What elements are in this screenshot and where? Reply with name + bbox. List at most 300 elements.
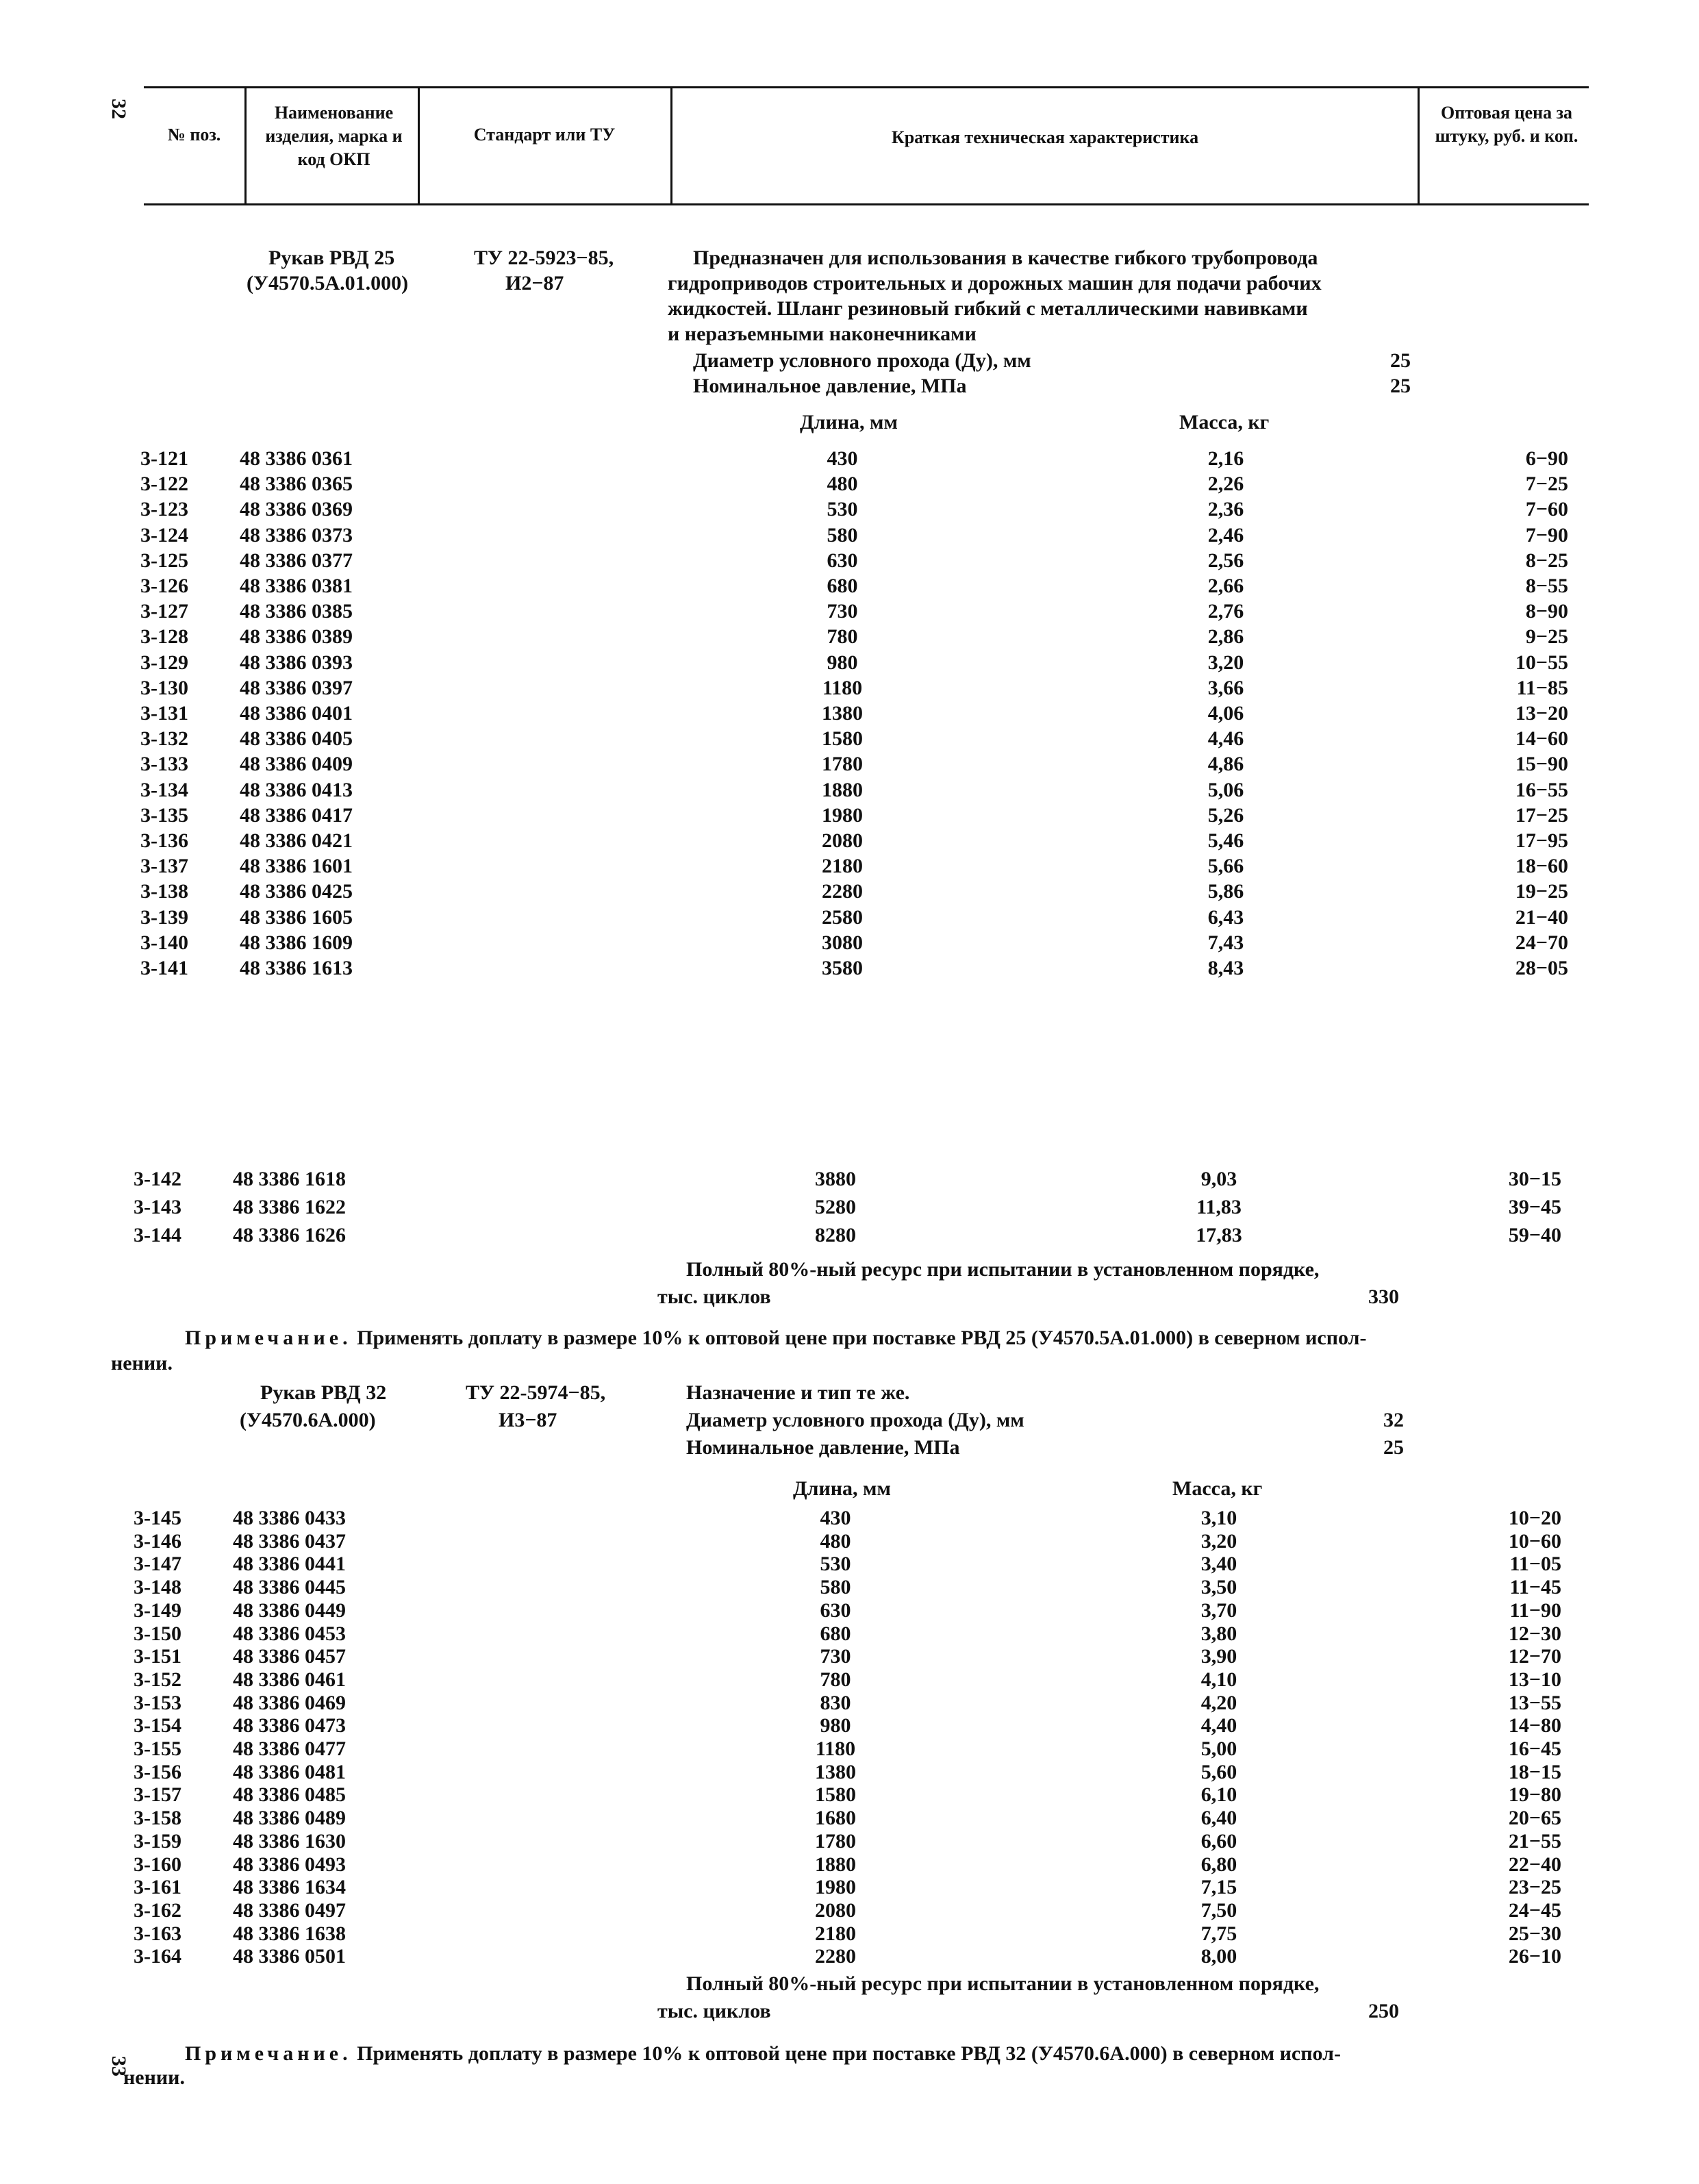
price-cell: 10−55 <box>1515 651 1568 674</box>
okp-code-cell: 48 3386 0401 <box>240 702 353 725</box>
table-row <box>0 1692 1699 1714</box>
okp-code-cell: 48 3386 0397 <box>240 676 353 699</box>
table-row <box>0 1737 1699 1760</box>
okp-code-cell: 48 3386 0469 <box>233 1691 346 1714</box>
mass-cell: 5,60 <box>1200 1760 1237 1783</box>
position-cell: 3-124 <box>140 523 188 547</box>
length-cell: 1580 <box>815 1783 856 1807</box>
price-cell: 13−10 <box>1508 1668 1561 1691</box>
table-row <box>0 854 1699 879</box>
table-row <box>0 905 1699 930</box>
mass-cell: 6,80 <box>1200 1853 1237 1876</box>
mass-cell: 2,56 <box>1207 549 1244 572</box>
position-cell: 3-162 <box>134 1898 181 1922</box>
okp-code-cell: 48 3386 0385 <box>240 600 353 623</box>
position-cell: 3-123 <box>140 498 188 521</box>
table-row <box>0 727 1699 751</box>
position-cell: 3-163 <box>134 1922 181 1945</box>
price-cell: 18−15 <box>1508 1760 1561 1783</box>
section2-param2-value: 25 <box>1383 1436 1404 1459</box>
mass-cell: 5,00 <box>1200 1737 1237 1760</box>
description-line: жидкостей. Шланг резиновый гибкий с металлическими навивками <box>668 297 1308 320</box>
length-cell: 530 <box>820 1553 851 1576</box>
mass-cell: 3,20 <box>1200 1529 1237 1553</box>
length-cell: 980 <box>820 1714 851 1737</box>
section1-product-name: Рукав РВД 25 <box>268 247 395 269</box>
section2-product-code: (У4570.6А.000) <box>240 1409 376 1431</box>
section1-product-code: (У4570.5А.01.000) <box>247 272 409 294</box>
header-col-pos: № поз. <box>167 125 221 145</box>
mass-cell: 6,60 <box>1200 1829 1237 1853</box>
note-text: Применять доплату в размере 10% к оптовой цене при поставке РВД 32 (У4570.6А.000) в северном испол- <box>351 2042 1341 2065</box>
table-row <box>0 1622 1699 1645</box>
okp-code-cell: 48 3386 1626 <box>233 1224 346 1246</box>
header-top-rule <box>144 86 1589 88</box>
section1-resource-line2: тыс. циклов <box>657 1285 771 1308</box>
table-row <box>0 752 1699 777</box>
description-line: и неразъемными наконечниками <box>668 323 977 345</box>
section2-param1-label: Диаметр условного прохода (Ду), мм <box>686 1409 1024 1431</box>
table-row <box>0 676 1699 701</box>
price-cell: 59−40 <box>1508 1224 1561 1246</box>
price-cell: 12−70 <box>1508 1645 1561 1668</box>
table-row <box>0 1530 1699 1553</box>
table-row <box>0 803 1699 828</box>
price-cell: 17−95 <box>1515 829 1568 852</box>
position-cell: 3-126 <box>140 575 188 597</box>
position-cell: 3-159 <box>134 1829 181 1853</box>
position-cell: 3-145 <box>134 1507 181 1529</box>
okp-code-cell: 48 3386 1630 <box>233 1829 346 1853</box>
length-cell: 980 <box>827 651 858 674</box>
mass-cell: 8,43 <box>1207 957 1244 979</box>
price-cell: 10−20 <box>1508 1507 1561 1529</box>
note-label: Примечание. <box>185 2042 352 2065</box>
table-row <box>0 1553 1699 1575</box>
length-cell: 8280 <box>815 1224 856 1246</box>
section2-resource-line2: тыс. циклов <box>657 2000 771 2022</box>
okp-code-cell: 48 3386 1622 <box>233 1196 346 1218</box>
mass-cell: 6,43 <box>1207 905 1244 929</box>
length-cell: 2180 <box>815 1922 856 1945</box>
position-cell: 3-140 <box>140 931 188 954</box>
price-cell: 24−70 <box>1515 931 1568 954</box>
section2-resource-line1: Полный 80%-ный ресурс при испытании в установленном порядке, <box>686 1972 1320 1995</box>
mass-cell: 2,16 <box>1207 447 1244 470</box>
position-cell: 3-147 <box>134 1553 181 1576</box>
length-cell: 430 <box>827 447 858 470</box>
price-cell: 26−10 <box>1508 1945 1561 1968</box>
header-divider-2 <box>418 86 420 205</box>
table-row <box>0 1830 1699 1853</box>
price-cell: 8−25 <box>1525 549 1568 572</box>
price-cell: 20−65 <box>1508 1807 1561 1830</box>
length-cell: 780 <box>827 625 858 649</box>
mass-cell: 4,06 <box>1207 702 1244 725</box>
okp-code-cell: 48 3386 0473 <box>233 1714 346 1737</box>
position-cell: 3-132 <box>140 727 188 751</box>
section2-standard-1: ТУ 22-5974−85, <box>466 1381 606 1404</box>
header-col-price: Оптовая цена за штуку, руб. и коп. <box>1435 103 1578 146</box>
length-cell: 1180 <box>822 676 863 699</box>
price-cell: 39−45 <box>1508 1196 1561 1218</box>
mass-cell: 6,40 <box>1200 1807 1237 1830</box>
section1-note-cont: нении. <box>111 1352 173 1375</box>
header-divider-1 <box>244 86 247 205</box>
length-cell: 1380 <box>815 1760 856 1783</box>
okp-code-cell: 48 3386 0409 <box>240 753 353 776</box>
mass-cell: 2,46 <box>1207 523 1244 547</box>
table-row <box>0 1899 1699 1922</box>
okp-code-cell: 48 3386 0501 <box>233 1945 346 1968</box>
mass-cell: 11,83 <box>1196 1196 1242 1218</box>
position-cell: 3-156 <box>134 1760 181 1783</box>
description-line: Предназначен для использования в качестве гибкого трубопровода <box>693 247 1318 269</box>
position-cell: 3-157 <box>134 1783 181 1807</box>
price-cell: 6−90 <box>1525 447 1568 470</box>
okp-code-cell: 48 3386 0481 <box>233 1760 346 1783</box>
okp-code-cell: 48 3386 0461 <box>233 1668 346 1691</box>
table-row <box>0 497 1699 522</box>
length-cell: 3580 <box>822 957 863 979</box>
price-cell: 11−45 <box>1509 1576 1561 1599</box>
mass-cell: 3,90 <box>1200 1645 1237 1668</box>
page-number-bottom: 33 <box>108 2056 130 2076</box>
length-cell: 2280 <box>815 1945 856 1968</box>
section2-resource-value: 250 <box>1368 2000 1399 2022</box>
price-cell: 11−85 <box>1516 676 1568 699</box>
position-cell: 3-122 <box>140 473 188 496</box>
okp-code-cell: 48 3386 1613 <box>240 957 353 979</box>
mass-cell: 7,15 <box>1200 1876 1237 1899</box>
okp-code-cell: 48 3386 0497 <box>233 1898 346 1922</box>
table-row <box>0 1195 1699 1220</box>
table-row <box>0 574 1699 599</box>
okp-code-cell: 48 3386 0413 <box>240 778 353 801</box>
length-cell: 1780 <box>822 753 863 776</box>
length-cell: 830 <box>820 1691 851 1714</box>
mass-cell: 3,20 <box>1207 651 1244 674</box>
okp-code-cell: 48 3386 0493 <box>233 1853 346 1876</box>
price-cell: 16−45 <box>1508 1737 1561 1760</box>
length-cell: 680 <box>820 1622 851 1645</box>
price-cell: 21−40 <box>1515 905 1568 929</box>
okp-code-cell: 48 3386 0449 <box>233 1598 346 1622</box>
okp-code-cell: 48 3386 0437 <box>233 1529 346 1553</box>
section2-col-mass: Масса, кг <box>1172 1477 1263 1500</box>
position-cell: 3-154 <box>134 1714 181 1737</box>
position-cell: 3-137 <box>140 855 188 878</box>
table-row <box>0 1223 1699 1248</box>
mass-cell: 7,75 <box>1200 1922 1237 1945</box>
position-cell: 3-128 <box>140 625 188 649</box>
length-cell: 3080 <box>822 931 863 954</box>
okp-code-cell: 48 3386 0489 <box>233 1807 346 1830</box>
section1-note <box>185 1325 1366 1351</box>
price-cell: 13−55 <box>1508 1691 1561 1714</box>
position-cell: 3-155 <box>134 1737 181 1760</box>
table-row <box>0 651 1699 675</box>
position-cell: 3-131 <box>140 702 188 725</box>
length-cell: 730 <box>827 600 858 623</box>
length-cell: 2180 <box>822 855 863 878</box>
section1-col-length: Длина, мм <box>800 411 898 434</box>
okp-code-cell: 48 3386 1634 <box>233 1876 346 1899</box>
position-cell: 3-135 <box>140 803 188 827</box>
section1-col-mass: Масса, кг <box>1179 411 1270 434</box>
table-row <box>0 1783 1699 1806</box>
mass-cell: 2,36 <box>1207 498 1244 521</box>
mass-cell: 3,80 <box>1200 1622 1237 1645</box>
table-row <box>0 447 1699 471</box>
table-row <box>0 549 1699 573</box>
length-cell: 1180 <box>815 1737 856 1760</box>
section1-param2-value: 25 <box>1390 375 1411 397</box>
mass-cell: 4,20 <box>1200 1691 1237 1714</box>
position-cell: 3-142 <box>134 1168 181 1190</box>
position-cell: 3-149 <box>134 1598 181 1622</box>
price-cell: 11−05 <box>1509 1553 1561 1576</box>
price-cell: 8−55 <box>1525 575 1568 597</box>
okp-code-cell: 48 3386 1609 <box>240 931 353 954</box>
section2-description: Назначение и тип те же. <box>686 1381 910 1404</box>
header-col-name: Наименование изделия, марка и код ОКП <box>265 103 403 169</box>
position-cell: 3-158 <box>134 1807 181 1830</box>
length-cell: 1780 <box>815 1829 856 1853</box>
mass-cell: 2,86 <box>1207 625 1244 649</box>
table-row <box>0 1876 1699 1898</box>
price-cell: 15−90 <box>1515 753 1568 776</box>
table-row <box>0 472 1699 497</box>
okp-code-cell: 48 3386 0365 <box>240 473 353 496</box>
position-cell: 3-143 <box>134 1196 181 1218</box>
mass-cell: 6,10 <box>1200 1783 1237 1807</box>
section1-resource-value: 330 <box>1368 1285 1399 1308</box>
length-cell: 1580 <box>822 727 863 751</box>
length-cell: 480 <box>827 473 858 496</box>
price-cell: 12−30 <box>1508 1622 1561 1645</box>
mass-cell: 5,26 <box>1207 803 1244 827</box>
mass-cell: 5,66 <box>1207 855 1244 878</box>
mass-cell: 2,66 <box>1207 575 1244 597</box>
position-cell: 3-127 <box>140 600 188 623</box>
position-cell: 3-160 <box>134 1853 181 1876</box>
section2-note-cont: нении. <box>123 2066 185 2089</box>
price-cell: 13−20 <box>1515 702 1568 725</box>
position-cell: 3-133 <box>140 753 188 776</box>
okp-code-cell: 48 3386 0393 <box>240 651 353 674</box>
length-cell: 580 <box>827 523 858 547</box>
mass-cell: 3,10 <box>1200 1507 1237 1529</box>
length-cell: 530 <box>827 498 858 521</box>
position-cell: 3-141 <box>140 957 188 979</box>
section1-param1-label: Диаметр условного прохода (Ду), мм <box>693 349 1031 372</box>
price-cell: 11−90 <box>1509 1598 1561 1622</box>
price-cell: 10−60 <box>1508 1529 1561 1553</box>
table-row <box>0 931 1699 955</box>
mass-cell: 9,03 <box>1200 1168 1237 1190</box>
okp-code-cell: 48 3386 0373 <box>240 523 353 547</box>
length-cell: 630 <box>827 549 858 572</box>
mass-cell: 3,50 <box>1200 1576 1237 1599</box>
section1-resource-line1: Полный 80%-ный ресурс при испытании в установленном порядке, <box>686 1258 1320 1281</box>
mass-cell: 5,06 <box>1207 778 1244 801</box>
okp-code-cell: 48 3386 0421 <box>240 829 353 852</box>
mass-cell: 7,50 <box>1200 1898 1237 1922</box>
okp-code-cell: 48 3386 0369 <box>240 498 353 521</box>
position-cell: 3-121 <box>140 447 188 470</box>
price-cell: 19−25 <box>1515 880 1568 903</box>
position-cell: 3-164 <box>134 1945 181 1968</box>
price-cell: 7−90 <box>1525 523 1568 547</box>
section2-col-length: Длина, мм <box>793 1477 891 1500</box>
okp-code-cell: 48 3386 0361 <box>240 447 353 470</box>
table-row <box>0 1167 1699 1192</box>
position-cell: 3-161 <box>134 1876 181 1899</box>
table-row <box>0 956 1699 981</box>
price-cell: 9−25 <box>1525 625 1568 649</box>
price-cell: 19−80 <box>1508 1783 1561 1807</box>
okp-code-cell: 48 3386 0457 <box>233 1645 346 1668</box>
price-cell: 8−90 <box>1525 600 1568 623</box>
okp-code-cell: 48 3386 0405 <box>240 727 353 751</box>
position-cell: 3-144 <box>134 1224 181 1246</box>
okp-code-cell: 48 3386 1618 <box>233 1168 346 1190</box>
description-line: гидроприводов строительных и дорожных машин для подачи рабочих <box>668 272 1322 294</box>
price-cell: 23−25 <box>1508 1876 1561 1899</box>
price-cell: 30−15 <box>1508 1168 1561 1190</box>
length-cell: 1980 <box>815 1876 856 1899</box>
length-cell: 1380 <box>822 702 863 725</box>
length-cell: 480 <box>820 1529 851 1553</box>
note-label: Примечание. <box>185 1327 352 1349</box>
mass-cell: 8,00 <box>1200 1945 1237 1968</box>
length-cell: 2080 <box>822 829 863 852</box>
note-text: Применять доплату в размере 10% к оптовой цене при поставке РВД 25 (У4570.5А.01.000) в северном испол- <box>351 1327 1367 1349</box>
price-cell: 21−55 <box>1508 1829 1561 1853</box>
section1-param2-label: Номинальное давление, МПа <box>693 375 967 397</box>
position-cell: 3-125 <box>140 549 188 572</box>
position-cell: 3-152 <box>134 1668 181 1691</box>
section1-param1-value: 25 <box>1390 349 1411 372</box>
section1-standard-1: ТУ 22-5923−85, <box>474 247 614 269</box>
table-row <box>0 523 1699 548</box>
position-cell: 3-136 <box>140 829 188 852</box>
section1-standard-2: И2−87 <box>505 272 564 294</box>
okp-code-cell: 48 3386 0477 <box>233 1737 346 1760</box>
okp-code-cell: 48 3386 0441 <box>233 1553 346 1576</box>
okp-code-cell: 48 3386 0453 <box>233 1622 346 1645</box>
okp-code-cell: 48 3386 0417 <box>240 803 353 827</box>
table-row <box>0 701 1699 726</box>
okp-code-cell: 48 3386 1601 <box>240 855 353 878</box>
table-row <box>0 1761 1699 1783</box>
table-row <box>0 625 1699 649</box>
length-cell: 1880 <box>822 778 863 801</box>
price-cell: 22−40 <box>1508 1853 1561 1876</box>
header-col-desc: Краткая техническая характеристика <box>891 127 1199 147</box>
mass-cell: 5,46 <box>1207 829 1244 852</box>
table-row <box>0 1922 1699 1945</box>
table-row <box>0 1945 1699 1968</box>
price-cell: 28−05 <box>1515 957 1568 979</box>
length-cell: 680 <box>827 575 858 597</box>
table-row <box>0 1645 1699 1668</box>
okp-code-cell: 48 3386 0425 <box>240 880 353 903</box>
length-cell: 1980 <box>822 803 863 827</box>
mass-cell: 4,46 <box>1207 727 1244 751</box>
length-cell: 580 <box>820 1576 851 1599</box>
table-row <box>0 879 1699 904</box>
mass-cell: 4,10 <box>1200 1668 1237 1691</box>
position-cell: 3-150 <box>134 1622 181 1645</box>
price-cell: 7−60 <box>1525 498 1568 521</box>
table-row <box>0 1807 1699 1829</box>
header-col-standard: Стандарт или ТУ <box>473 125 616 145</box>
position-cell: 3-130 <box>140 676 188 699</box>
mass-cell: 4,40 <box>1200 1714 1237 1737</box>
okp-code-cell: 48 3386 1638 <box>233 1922 346 1945</box>
position-cell: 3-138 <box>140 880 188 903</box>
header-bottom-rule <box>144 203 1589 205</box>
table-row <box>0 778 1699 803</box>
mass-cell: 3,66 <box>1207 676 1244 699</box>
table-row <box>0 1668 1699 1691</box>
position-cell: 3-146 <box>134 1529 181 1553</box>
length-cell: 2580 <box>822 905 863 929</box>
mass-cell: 2,76 <box>1207 600 1244 623</box>
length-cell: 430 <box>820 1507 851 1529</box>
okp-code-cell: 48 3386 0445 <box>233 1576 346 1599</box>
okp-code-cell: 48 3386 0433 <box>233 1507 346 1529</box>
section2-product-name: Рукав РВД 32 <box>260 1381 387 1404</box>
section2-note <box>185 2041 1341 2066</box>
table-row <box>0 1853 1699 1876</box>
mass-cell: 3,40 <box>1200 1553 1237 1576</box>
section2-param2-label: Номинальное давление, МПа <box>686 1436 960 1459</box>
table-row <box>0 1599 1699 1622</box>
okp-code-cell: 48 3386 0389 <box>240 625 353 649</box>
length-cell: 780 <box>820 1668 851 1691</box>
price-cell: 14−60 <box>1515 727 1568 751</box>
okp-code-cell: 48 3386 0485 <box>233 1783 346 1807</box>
table-row <box>0 1714 1699 1737</box>
okp-code-cell: 48 3386 0377 <box>240 549 353 572</box>
length-cell: 1880 <box>815 1853 856 1876</box>
mass-cell: 7,43 <box>1207 931 1244 954</box>
price-cell: 25−30 <box>1508 1922 1561 1945</box>
length-cell: 730 <box>820 1645 851 1668</box>
length-cell: 3880 <box>815 1168 856 1190</box>
length-cell: 5280 <box>815 1196 856 1218</box>
table-row <box>0 1507 1699 1529</box>
mass-cell: 3,70 <box>1200 1598 1237 1622</box>
table-row <box>0 829 1699 853</box>
price-cell: 14−80 <box>1508 1714 1561 1737</box>
position-cell: 3-148 <box>134 1576 181 1599</box>
position-cell: 3-134 <box>140 778 188 801</box>
price-cell: 7−25 <box>1525 473 1568 496</box>
position-cell: 3-151 <box>134 1645 181 1668</box>
price-cell: 24−45 <box>1508 1898 1561 1922</box>
okp-code-cell: 48 3386 1605 <box>240 905 353 929</box>
length-cell: 1680 <box>815 1807 856 1830</box>
table-row <box>0 599 1699 624</box>
section2-param1-value: 32 <box>1383 1409 1404 1431</box>
header-divider-4 <box>1418 86 1420 205</box>
mass-cell: 4,86 <box>1207 753 1244 776</box>
length-cell: 2080 <box>815 1898 856 1922</box>
